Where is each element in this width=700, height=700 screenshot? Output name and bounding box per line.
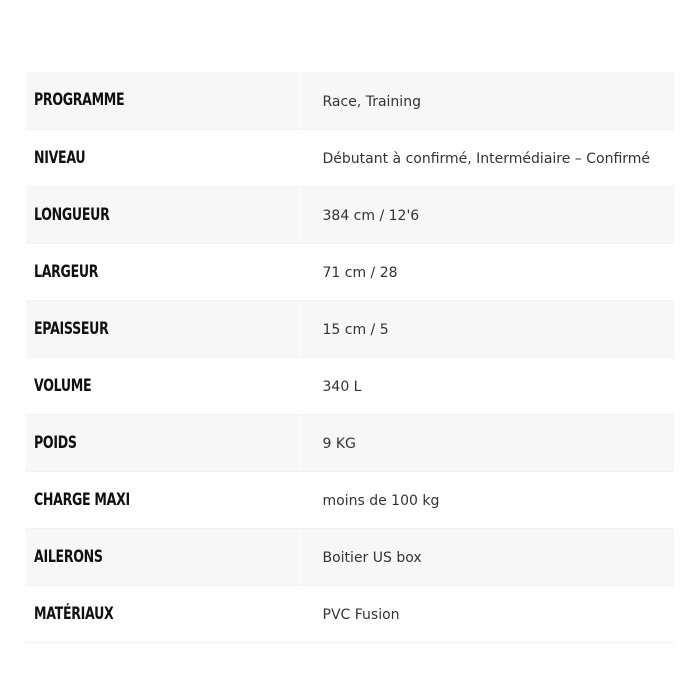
- spec-label: CHARGE MAXI: [34, 489, 130, 510]
- spec-value: 9 KG: [322, 436, 356, 452]
- spec-label-cell: [26, 585, 300, 642]
- spec-value: 340 L: [322, 379, 362, 395]
- spec-value-cell: [300, 72, 674, 129]
- spec-label: NIVEAU: [34, 147, 86, 168]
- spec-label-cell: [26, 129, 300, 186]
- spec-value: moins de 100 kg: [322, 493, 440, 509]
- spec-value: 71 cm / 28: [322, 265, 398, 281]
- spec-label: VOLUME: [34, 375, 92, 396]
- spec-label: EPAISSEUR: [34, 318, 109, 339]
- table-row: [26, 357, 674, 414]
- spec-label-cell: [26, 72, 300, 129]
- spec-label-cell: [26, 471, 300, 528]
- spec-value-cell: [300, 471, 674, 528]
- spec-label: LARGEUR: [34, 261, 99, 282]
- spec-label: PROGRAMME: [34, 90, 125, 111]
- spec-label-cell: [26, 300, 300, 357]
- table-row: [26, 585, 674, 642]
- spec-label-cell: [26, 357, 300, 414]
- spec-value: PVC Fusion: [322, 607, 400, 623]
- spec-value-cell: [300, 129, 674, 186]
- spec-table: [26, 72, 674, 643]
- spec-value: 384 cm / 12'6: [322, 208, 420, 224]
- table-row: [26, 186, 674, 243]
- table-row: [26, 471, 674, 528]
- spec-value-cell: [300, 357, 674, 414]
- spec-label-cell: [26, 186, 300, 243]
- spec-value-cell: [300, 300, 674, 357]
- spec-value-cell: [300, 528, 674, 585]
- spec-label: POIDS: [34, 432, 77, 453]
- spec-label: LONGUEUR: [34, 204, 110, 225]
- spec-value: 15 cm / 5: [322, 322, 389, 338]
- spec-value-cell: [300, 243, 674, 300]
- table-row: [26, 528, 674, 585]
- spec-label-cell: [26, 414, 300, 471]
- spec-value-cell: [300, 585, 674, 642]
- spec-label-cell: [26, 528, 300, 585]
- spec-value: Débutant à confirmé, Intermédiaire – Confirmé: [322, 151, 651, 167]
- spec-label-cell: [26, 243, 300, 300]
- table-row: [26, 72, 674, 129]
- spec-value: Boitier US box: [322, 550, 422, 566]
- table-row: [26, 243, 674, 300]
- spec-value-cell: [300, 186, 674, 243]
- spec-value-cell: [300, 414, 674, 471]
- spec-value: Race, Training: [322, 93, 421, 110]
- table-row: [26, 414, 674, 471]
- spec-label: AILERONS: [34, 546, 103, 567]
- table-row: [26, 129, 674, 186]
- table-row: [26, 300, 674, 357]
- spec-label: MATÉRIAUX: [34, 603, 114, 624]
